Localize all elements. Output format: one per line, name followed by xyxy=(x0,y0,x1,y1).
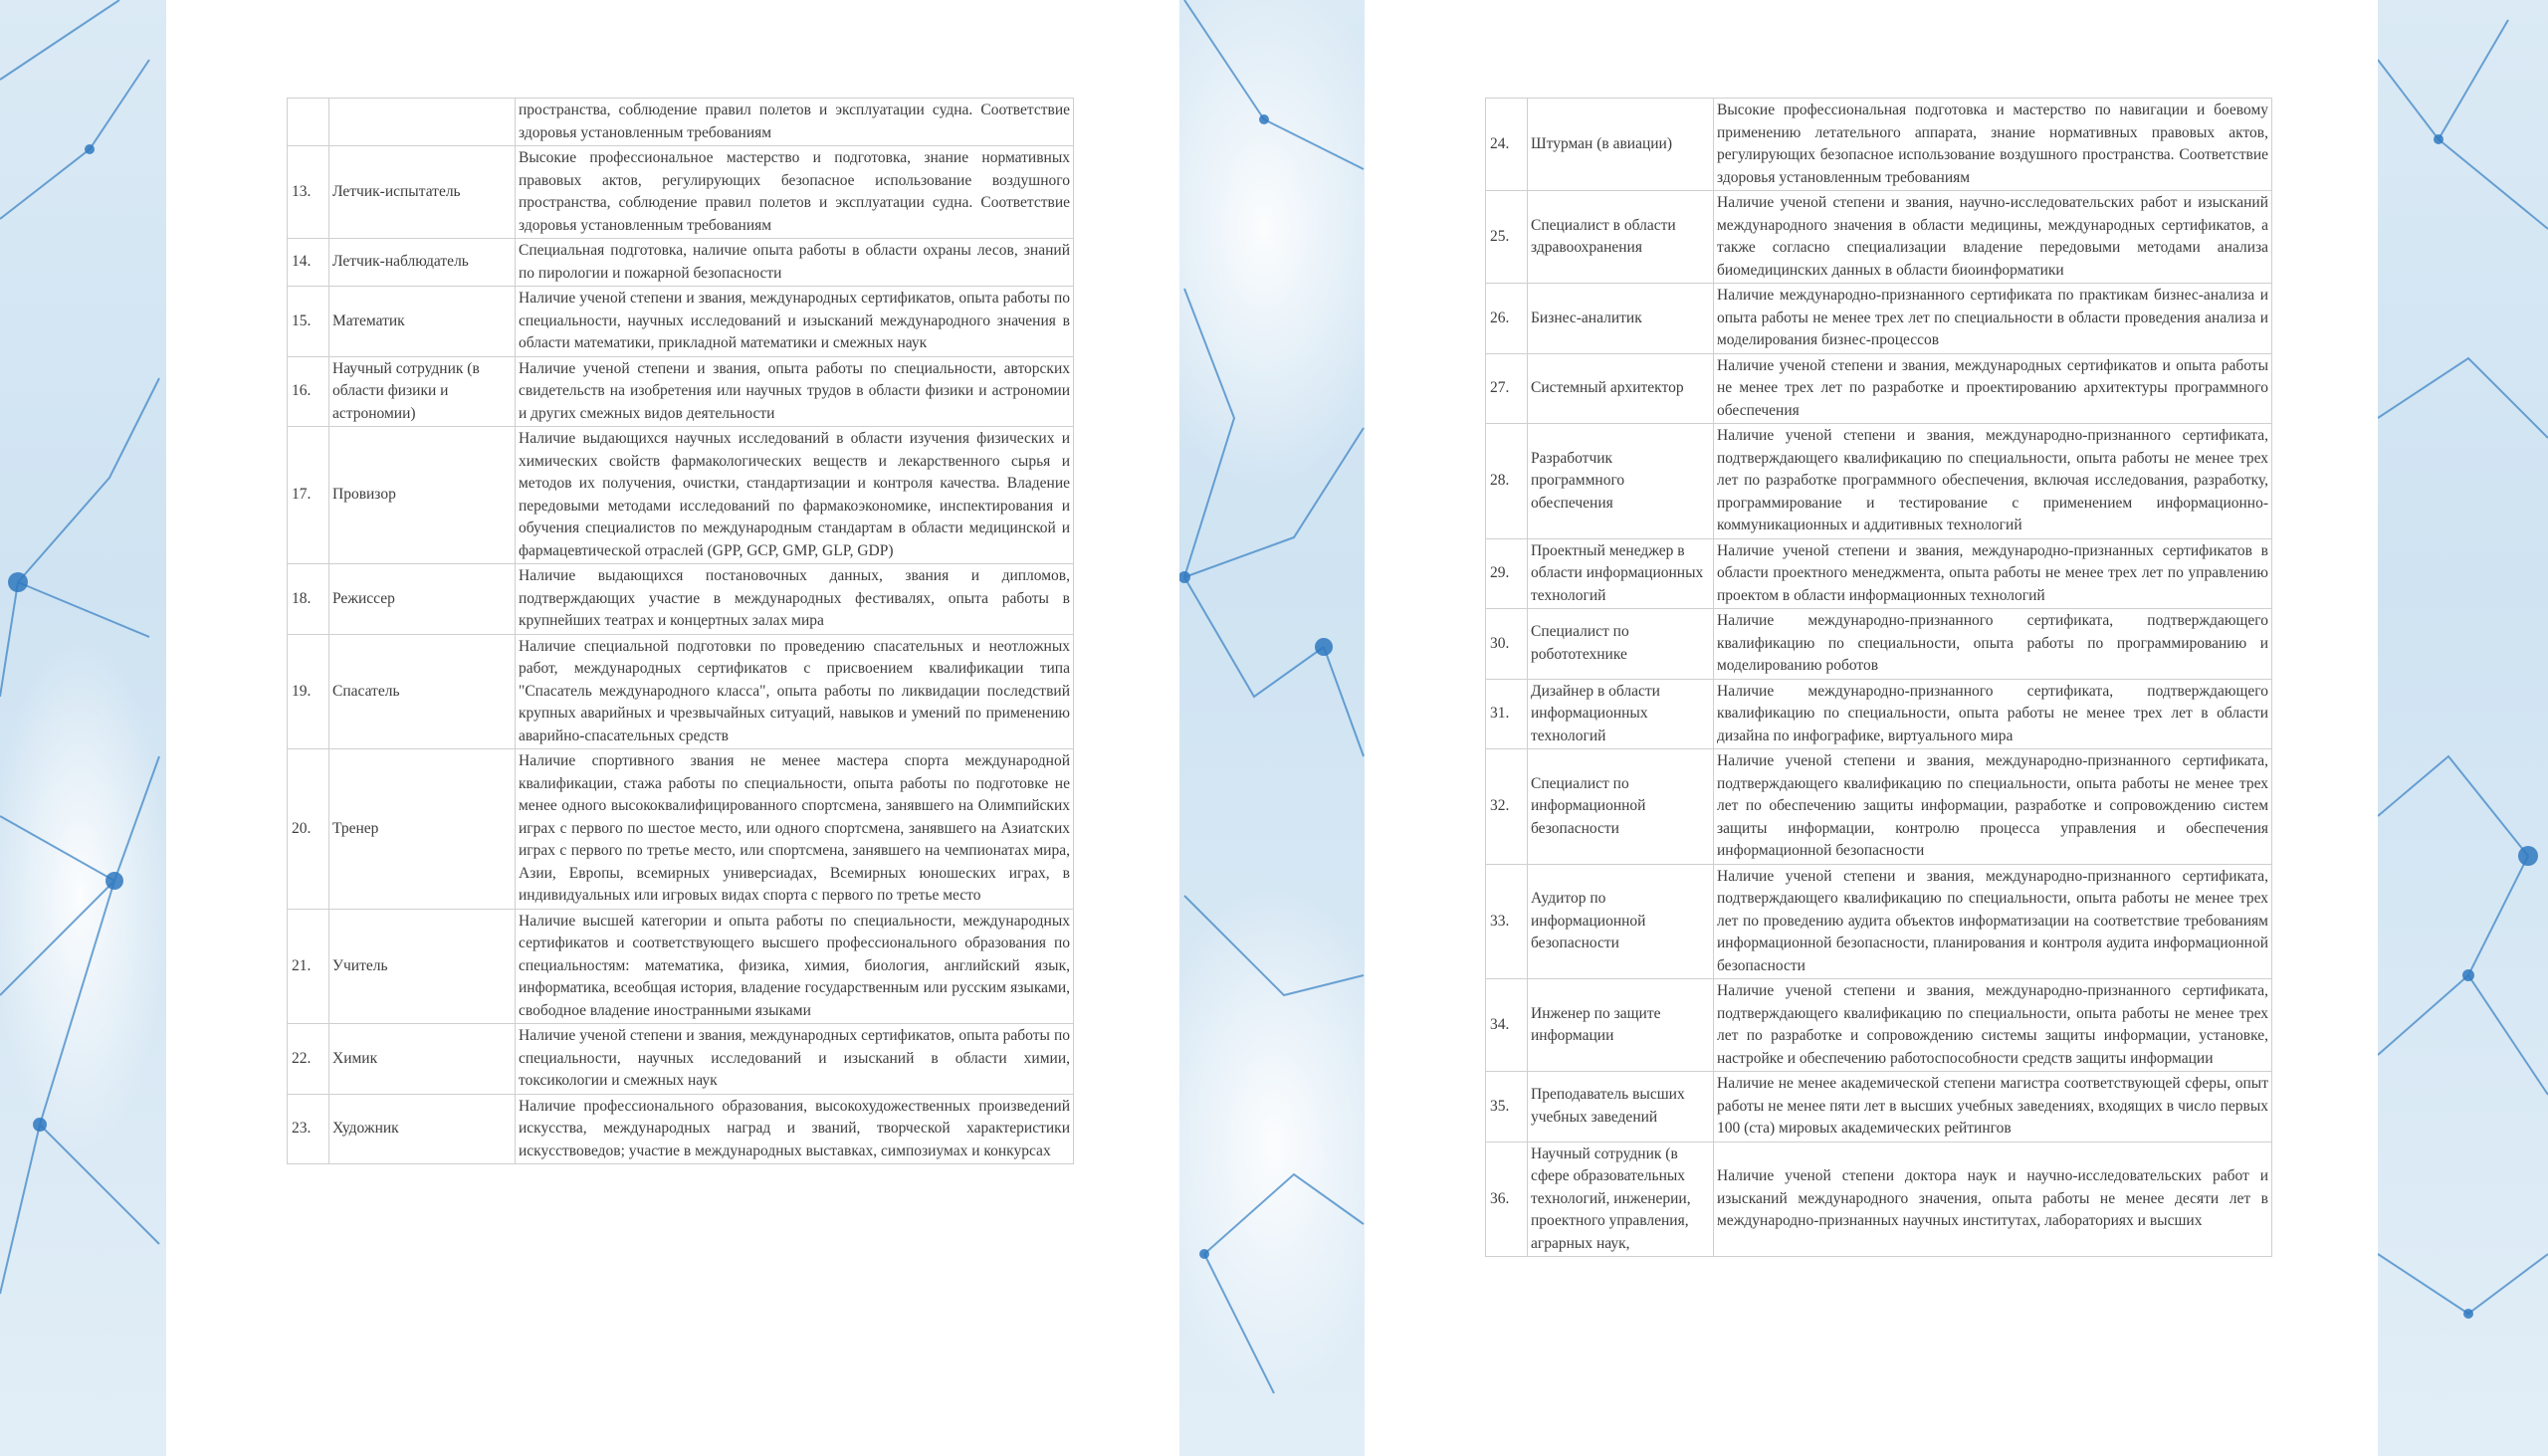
table-row xyxy=(288,1094,1074,1164)
profession-requirements: Наличие ученой степени и звания, международно-признанного сертификата, подтверждающего квалификацию по специальности, опыта работы не менее трех лет по обеспечению защиты информации, разработке и сопровождению систем защиты информации, контролю процесса управления и обеспечения информационной безопасности xyxy=(1714,749,2272,865)
row-number: 18. xyxy=(288,564,329,635)
row-number: 34. xyxy=(1486,979,1528,1072)
profession-requirements: Наличие ученой степени и звания, международно-признанных сертификатов в области проектного менеджмента, опыта работы не менее трех лет по управлению проектом в области информационных технологий xyxy=(1714,538,2272,609)
table-row xyxy=(288,909,1074,1024)
profession-requirements: Высокие профессиональное мастерство и подготовка, знание нормативных правовых актов, регулирующих безопасное использование воздушного пространства, соблюдение правил полетов и эксплуатации судна. Соответствие здоровья установленным требованиям xyxy=(516,146,1074,239)
table-row xyxy=(1486,864,2272,979)
table-row xyxy=(1486,1142,2272,1257)
profession-title: Тренер xyxy=(329,749,516,910)
profession-title: Спасатель xyxy=(329,634,516,749)
row-number: 26. xyxy=(1486,284,1528,354)
profession-requirements: Наличие ученой степени доктора наук и научно-исследовательских работ и изысканий международного значения, опыта работы не менее десяти лет в международно-признанных научных институтах, лабораториях и высших xyxy=(1714,1142,2272,1257)
profession-title: Художник xyxy=(329,1094,516,1164)
profession-requirements: Наличие ученой степени и звания, опыта работы по специальности, авторских свидетельств на изобретения или научных трудов в области физики и астрономии и других смежных видов деятельности xyxy=(516,356,1074,427)
row-number: 35. xyxy=(1486,1072,1528,1143)
profession-title: Системный архитектор xyxy=(1528,353,1714,424)
profession-title: Инженер по защите информации xyxy=(1528,979,1714,1072)
profession-requirements: Наличие спортивного звания не менее мастера спорта международной квалификации, стажа работы по специальности, опыта работы по подготовке не менее одного высококвалифицированного спортсмена, занявшего на Олимпийских играх с первого по шестое место, или одного спортсмена, занявшего на Азиатских играх с первого по третье место, или спортсмена, занявшего на чемпионатах мира, Азии, Европы, всемирных универсиадах, Всемирных юношеских играх, в индивидуальных или игровых видах спорта с первого по третье место xyxy=(516,749,1074,910)
table-row xyxy=(288,146,1074,239)
row-number: 31. xyxy=(1486,679,1528,749)
row-number: 21. xyxy=(288,909,329,1024)
row-number: 22. xyxy=(288,1024,329,1095)
row-number: 33. xyxy=(1486,864,1528,979)
profession-title: Летчик-наблюдатель xyxy=(329,239,516,287)
profession-requirements: Наличие ученой степени и звания, международных сертификатов, опыта работы по специальности, научных исследований и изысканий в области химии, токсикологии и смежных наук xyxy=(516,1024,1074,1095)
profession-title: Учитель xyxy=(329,909,516,1024)
profession-requirements: Наличие высшей категории и опыта работы по специальности, международных сертификатов и соответствующего высшего профессионального образования по специальностям: математика, физика, химия, биология, английский язык, информатика, всеобщая история, владение государственным или русским языками, свободное владение иностранными языками xyxy=(516,909,1074,1024)
profession-title: Режиссер xyxy=(329,564,516,635)
profession-title: Штурман (в авиации) xyxy=(1528,99,1714,191)
profession-title: Научный сотрудник (в области физики и астрономии) xyxy=(329,356,516,427)
profession-requirements: Наличие ученой степени и звания, научно-исследовательских работ и изысканий международного значения в области медицины, международных сертификатов, а также согласно специализации владение передовыми методами анализа биомедицинских данных в области биоинформатики xyxy=(1714,191,2272,284)
professions-table-left xyxy=(287,98,1074,1164)
table-row xyxy=(288,564,1074,635)
profession-requirements: Высокие профессиональная подготовка и мастерство по навигации и боевому применению летательного аппарата, знание нормативных правовых актов, регулирующих безопасное использование воздушного пространства. Соответствие здоровья установленным требованиям xyxy=(1714,99,2272,191)
table-row xyxy=(1486,749,2272,865)
profession-requirements: Наличие ученой степени и звания, международно-признанного сертификата, подтверждающего квалификацию по специальности, опыта работы не менее трех лет по проведению аудита объектов информатизации на соответствие требованиям информационной безопасности, планирования и контроля аудита информационной безопасности xyxy=(1714,864,2272,979)
profession-requirements: Наличие выдающихся постановочных данных, звания и дипломов, подтверждающих участие в международных фестивалях, опыта работы в крупнейших театрах и концертных залах мира xyxy=(516,564,1074,635)
profession-requirements: Наличие международно-признанного сертификата по практикам бизнес-анализа и опыта работы не менее трех лет по специальности в области проведения анализа и моделирования бизнес-процессов xyxy=(1714,284,2272,354)
row-number: 30. xyxy=(1486,609,1528,680)
row-number: 36. xyxy=(1486,1142,1528,1257)
row-number: 16. xyxy=(288,356,329,427)
profession-title: Разработчик программного обеспечения xyxy=(1528,424,1714,539)
profession-requirements: Наличие не менее академической степени магистра соответствующей сферы, опыт работы не менее пяти лет в высших учебных заведениях, входящих в число первых 100 (ста) мировых академических рейтингов xyxy=(1714,1072,2272,1143)
row-number: 23. xyxy=(288,1094,329,1164)
profession-requirements: Наличие международно-признанного сертификата, подтверждающего квалификацию по специальности, опыта работы по программированию и моделированию роботов xyxy=(1714,609,2272,680)
row-number xyxy=(288,99,329,146)
profession-title xyxy=(329,99,516,146)
table-row xyxy=(1486,424,2272,539)
profession-title: Химик xyxy=(329,1024,516,1095)
profession-title: Провизор xyxy=(329,427,516,564)
profession-title: Математик xyxy=(329,287,516,357)
table-row xyxy=(1486,679,2272,749)
row-number: 20. xyxy=(288,749,329,910)
profession-title: Специалист по робототехнике xyxy=(1528,609,1714,680)
table-row xyxy=(288,634,1074,749)
row-number: 15. xyxy=(288,287,329,357)
profession-title: Преподаватель высших учебных заведений xyxy=(1528,1072,1714,1143)
profession-requirements: Специальная подготовка, наличие опыта работы в области охраны лесов, знаний по пирологии и пожарной безопасности xyxy=(516,239,1074,287)
row-number: 13. xyxy=(288,146,329,239)
profession-title: Дизайнер в области информационных технологий xyxy=(1528,679,1714,749)
table-row xyxy=(1486,979,2272,1072)
table-row xyxy=(288,749,1074,910)
table-row xyxy=(288,239,1074,287)
profession-title: Летчик-испытатель xyxy=(329,146,516,239)
profession-requirements: Наличие выдающихся научных исследований в области изучения физических и химических свойств фармакологических веществ и лекарственного сырья и методов их получения, очистки, стандартизации и контроля качества. Владение передовыми методами исследований по фармакоэкономике, инспектирования и обучения специалистов по международным стандартам в области медицинской и фармацевтической отраслей (GPP, GCP, GMP, GLP, GDP) xyxy=(516,427,1074,564)
profession-requirements: Наличие профессионального образования, высокохудожественных произведений искусства, международных наград и званий, творческой характеристики искусствоведов; участие в международных выставках, симпозиумах и конкурсах xyxy=(516,1094,1074,1164)
table-row xyxy=(288,427,1074,564)
profession-title: Бизнес-аналитик xyxy=(1528,284,1714,354)
table-row xyxy=(288,99,1074,146)
table-row xyxy=(1486,99,2272,191)
table-row xyxy=(1486,191,2272,284)
table-row xyxy=(1486,353,2272,424)
row-number: 29. xyxy=(1486,538,1528,609)
row-number: 27. xyxy=(1486,353,1528,424)
profession-requirements: Наличие ученой степени и звания, международных сертификатов и опыта работы не менее трех лет по разработке и проектированию архитектуры программного обеспечения xyxy=(1714,353,2272,424)
row-number: 28. xyxy=(1486,424,1528,539)
table-row xyxy=(288,1024,1074,1095)
profession-title: Научный сотрудник (в сфере образовательных технологий, инженерии, проектного управления, аграрных наук, xyxy=(1528,1142,1714,1257)
table-row xyxy=(1486,284,2272,354)
row-number: 32. xyxy=(1486,749,1528,865)
profession-requirements: Наличие ученой степени и звания, международно-признанного сертификата, подтверждающего квалификацию по специальности, опыта работы не менее трех лет по разработке программного обеспечения, включая исследования, разработку, программирование и тестирование с применением информационно-коммуникационных и аддитивных технологий xyxy=(1714,424,2272,539)
row-number: 14. xyxy=(288,239,329,287)
table-row xyxy=(288,287,1074,357)
profession-requirements: Наличие международно-признанного сертификата, подтверждающего квалификацию по специальности, опыта работы не менее трех лет в области дизайна по инфографике, виртуального мира xyxy=(1714,679,2272,749)
profession-requirements: Наличие специальной подготовки по проведению спасательных и неотложных работ, международных сертификатов с присвоением квалификации типа "Спасатель международного класса", опыта работы по ликвидации последствий крупных аварийных и чрезвычайных ситуаций, навыков и умений по применению аварийно-спасательных средств xyxy=(516,634,1074,749)
row-number: 17. xyxy=(288,427,329,564)
table-row xyxy=(288,356,1074,427)
document-page-left xyxy=(166,0,1179,1456)
document-page-right xyxy=(1365,0,2378,1456)
profession-requirements: Наличие ученой степени и звания, международных сертификатов, опыта работы по специальности, научных исследований и изысканий международного значения в области математики, прикладной математики и смежных наук xyxy=(516,287,1074,357)
profession-title: Специалист в области здравоохранения xyxy=(1528,191,1714,284)
profession-requirements: Наличие ученой степени и звания, международно-признанного сертификата, подтверждающего квалификацию по специальности, опыта работы не менее трех лет по разработке и сопровождению системы защиты информации, установке, настройке и обеспечению работоспособности средств защиты информации xyxy=(1714,979,2272,1072)
professions-table-right xyxy=(1485,98,2272,1257)
profession-title: Аудитор по информационной безопасности xyxy=(1528,864,1714,979)
profession-title: Специалист по информационной безопасности xyxy=(1528,749,1714,865)
table-row xyxy=(1486,609,2272,680)
table-row xyxy=(1486,1072,2272,1143)
profession-requirements: пространства, соблюдение правил полетов и эксплуатации судна. Соответствие здоровья установленным требованиям xyxy=(516,99,1074,146)
row-number: 24. xyxy=(1486,99,1528,191)
profession-title: Проектный менеджер в области информационных технологий xyxy=(1528,538,1714,609)
table-row xyxy=(1486,538,2272,609)
row-number: 25. xyxy=(1486,191,1528,284)
row-number: 19. xyxy=(288,634,329,749)
